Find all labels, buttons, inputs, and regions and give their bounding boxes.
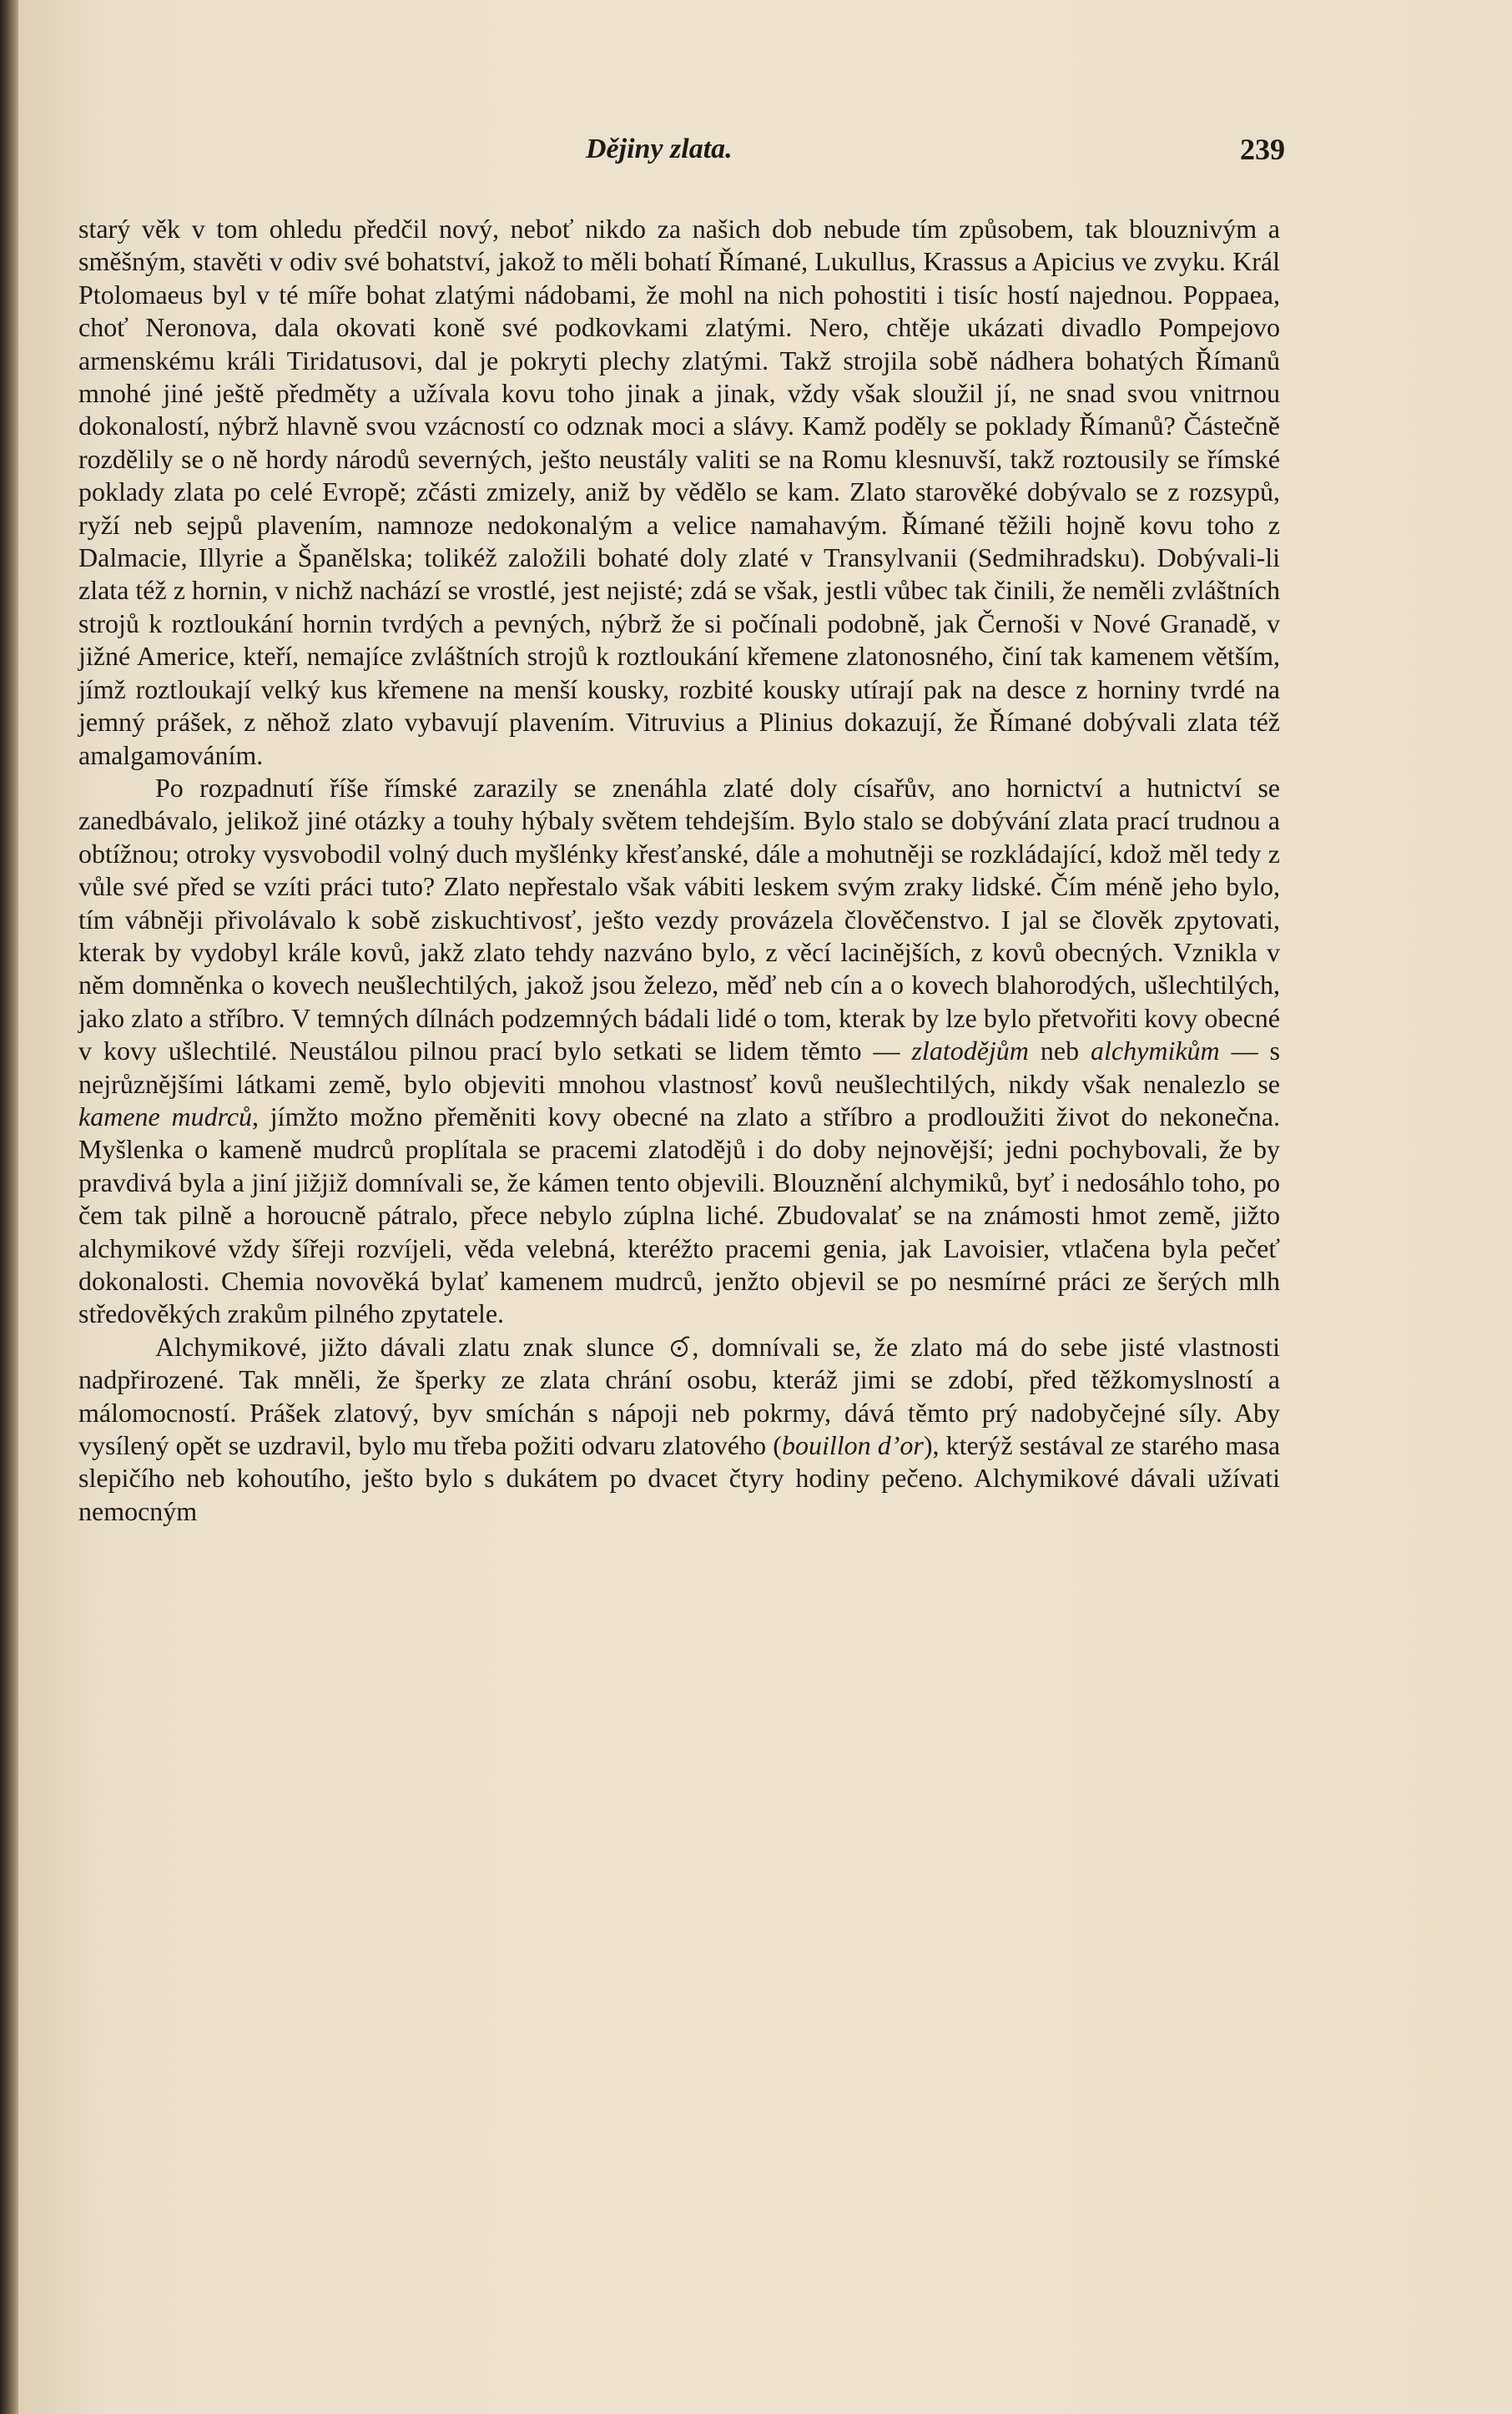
paragraph-3-text-b: , domnívali se, že zlato má do sebe jisté vlastnosti nadpřirozené. Tak mněli, že šperky ze zlata chrání osobu, kteráž jimi se zdobí, před těžkomyslností a málomocností. Prášek zlatový, byv smíchán s nápoji neb pokrmy, dává těmto prý nadobyčejné síly. Aby vysílený opět se uzdravil, bylo mu třeba požiti odvaru zlatového (	[78, 1331, 1281, 1461]
paragraph-1	[78, 213, 1280, 772]
paragraph-3-text-a: Alchymikové, jižto dávali zlatu znak slunce	[155, 1331, 668, 1362]
paragraph-2	[78, 772, 1280, 1331]
running-title: Dějiny zlata.	[586, 134, 733, 164]
paragraph-2-text-b: neb	[1028, 1036, 1091, 1066]
page-number: 239	[1240, 133, 1285, 166]
paragraph-2-text-c: — s nejrůznějšími látkami země, bylo objeviti mnohou vlastnosť kovů neušlechtilých, nikdy však nenalezlo se	[78, 1036, 1281, 1099]
book-page	[18, 0, 1512, 2414]
page-header	[18, 134, 1512, 175]
emphasis-kamene-mudrcu: kamene mudrců	[78, 1101, 253, 1131]
body-text	[78, 213, 1280, 1528]
paragraph-2-text-d: , jímžto možno přeměniti kovy obecné na zlato a stříbro a prodloužiti život do nekonečna. Myšlenka o kameně mudrců proplítala se pracemi zlatodějů i do doby nejnovější; jedni pochybovali, že by pravdivá byla a jiní jižjiž domnívali se, že kámen tento objevili. Blouznění alchymiků, byť i nedosáhlo toho, po čem tak pilně a horoucně pátralo, přece nebylo zúplna liché. Zbudovalať se na známosti hmot země, jižto alchymikové vždy šířeji rozvíjeli, věda velebná, kteréžto pracemi genia, jak Lavoisier, vtlačena byla pečeť dokonalosti. Chemia novověká bylať kamenem mudrců, jenžto objevil se po nesmírné práci ze šerých mlh středověkých zrakům pilného zpytatele.	[78, 1101, 1281, 1329]
paragraph-2-text-a: Po rozpadnutí říše římské zarazily se znenáhla zlaté doly císařův, ano hornictví a hutnictví se zanedbávalo, jelikož jiné otázky a touhy hýbaly světem tehdejším. Bylo stalo se dobývání zlata prací trudnou a obtížnou; otroky vysvobodil volný duch myšlénky křesťanské, dále a mohutněji se rozkládající, kdož měl tedy z vůle své před se vzíti práci tuto? Zlato nepřestalo však vábiti leskem svým zraky lidské. Čím méně jeho bylo, tím vábněji přivolávalo k sobě ziskuchtivosť, ješto vezdy provázela člověčenstvo. I jal se člověk zpytovati, kterak by vydobyl krále kovů, jakž zlato tehdy nazváno bylo, z věcí lacinějších, z kovů obecných. Vznikla v něm domněnka o kovech neušlechtilých, jakož jsou železo, měď neb cín a o kovech blahorodých, ušlechtilých, jako zlato a stříbro. V temných dílnách podzemných bádali lidé o tom, kterak by lze bylo přetvořiti kovy obecné v kovy ušlechtilé. Neustálou pilnou prací bylo setkati se lidem těmto —	[78, 772, 1280, 1066]
book-spine-shadow	[0, 0, 18, 2414]
paragraph-1-text: starý věk v tom ohledu předčil nový, neboť nikdo za našich dob nebude tím způsobem, tak blouznivým a směšným, stavěti v odiv své bohatství, jakož to měli bohatí Římané, Lukullus, Krassus a Apicius ve zvyku. Král Ptolomaeus byl v té míře bohat zlatými nádobami, že mohl na nich pohostiti i tisíc hostí najednou. Poppaea, choť Neronova, dala okovati koně své podkovkami zlatými. Nero, chtěje ukázati divadlo Pompejovo armenskému králi Tiridatusovi, dal je pokryti plechy zlatými. Takž strojila sobě nádhera bohatých Římanů mnohé jiné ještě předměty a užívala kovu toho jinak a jinak, vždy však sloužil jí, ne snad svou vnitrnou dokonalostí, nýbrž hlavně svou vzácností co odznak moci a slávy. Kamž poděly se poklady Římanů? Částečně rozdělily se o ně hordy národů severných, ješto neustály valiti se na Romu klesnuvší, takž roztousily se římské poklady zlata po celé Evropě; zčásti zmizely, aniž by vědělo se kam. Zlato starověké dobývalo se z rozsypů, ryží neb sejpů plavením, namnoze nedokonalým a velice namahavým. Římané těžili hojně kovu toho z Dalmacie, Illyrie a Španělska; tolikéž založili bohaté doly zlaté v Transylvanii (Sedmihradsku). Dobývali-li zlata též z hornin, v nichž nachází se vrostlé, jest nejisté; zdá se však, jestli vůbec tak činili, že neměli zvláštních strojů k roztloukání hornin tvrdých a pevných, nýbrž že si počínali podobně, jak Černoši v Nové Granadě, v jižné Americe, kteří, nemajíce zvláštních strojů k roztloukání křemene zlatonosného, činí tak kamenem větším, jímž roztloukají velký kus křemene na menší kousky, rozbité kousky utírají pak na desce z horniny tvrdé na jemný prášek, z něhož zlato vybavují plavením. Vitruvius a Plinius dokazují, že Římané dobývali zlata též amalgamováním.	[78, 214, 1280, 770]
emphasis-alchymikum: alchymikům	[1091, 1036, 1220, 1066]
emphasis-bouillon-dor: bouillon d’or	[781, 1430, 924, 1461]
paragraph-3	[78, 1331, 1280, 1528]
sun-gold-symbol-icon	[667, 1334, 692, 1359]
paragraph-3-text-c: ), kterýž sestával ze starého masa slepičího neb kohoutího, ješto bylo s dukátem po dvacet čtyry hodiny pečeno. Alchymikové dávali užívati nemocným	[78, 1430, 1281, 1526]
emphasis-zlatodeju: zlatodějům	[911, 1036, 1029, 1066]
